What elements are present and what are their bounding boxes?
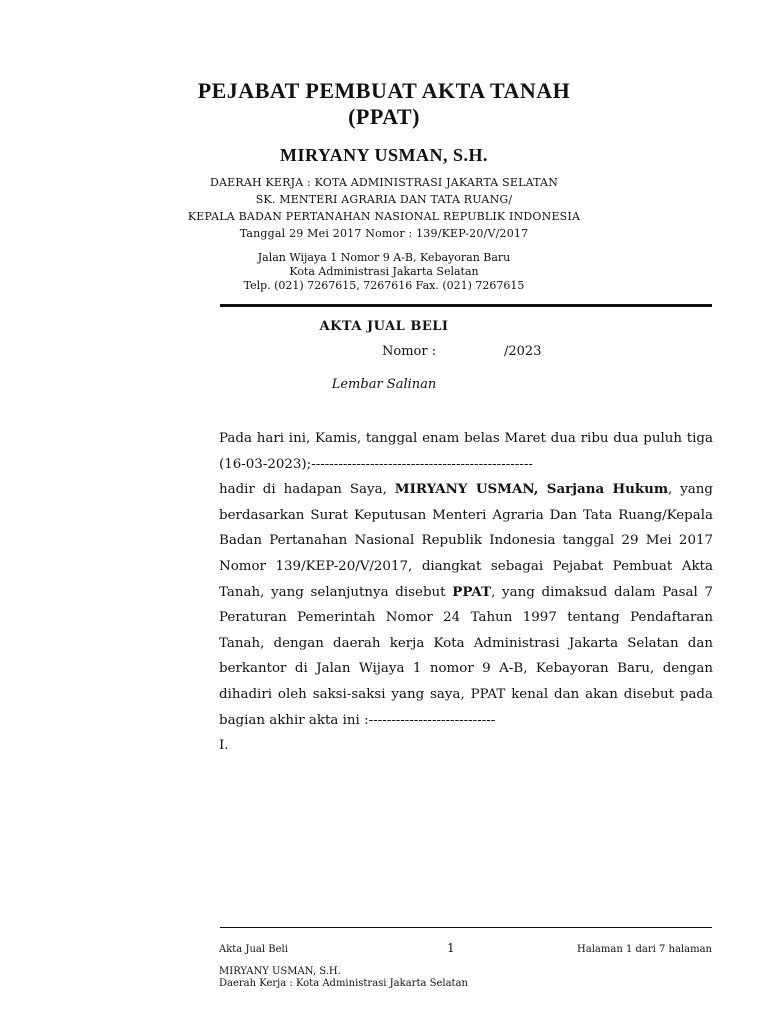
info-line-4: Tanggal 29 Mei 2017 Nomor : 139/KEP-20/V/2017 (239, 227, 529, 240)
deed-title: AKTA JUAL BELI (319, 319, 449, 334)
deed-number (382, 344, 541, 359)
address-line-3: Telp. (021) 7267615, 7267616 Fax. (021) 7267615 (243, 279, 525, 292)
deed-body (219, 426, 713, 759)
address-line-2: Kota Administrasi Jakarta Selatan (289, 265, 479, 278)
page-title-line-2: (PPAT) (348, 104, 420, 129)
info-line-1: DAERAH KERJA : KOTA ADMINISTRASI JAKARTA SELATAN (209, 176, 559, 189)
info-line-2: SK. MENTERI AGRARIA DAN TATA RUANG/ (255, 193, 513, 206)
footer-official (219, 966, 468, 990)
body-p2-comma: , (533, 481, 547, 498)
body-p2-name: MIRYANY USMAN (394, 481, 534, 498)
deed-number-value: /2023 (504, 344, 542, 359)
body-paragraph-1: Pada hari ini, Kamis, tanggal enam belas Maret dua ribu dua puluh tiga (16-03-2023);------------------------------------------------- (219, 431, 713, 472)
official-name: MIRYANY USMAN, S.H. (279, 145, 489, 165)
footer-page-count: Halaman 1 dari 7 halaman (577, 944, 712, 955)
page-title-line-1: PEJABAT PEMBUAT AKTA TANAH (197, 78, 571, 103)
footer-divider (220, 927, 712, 928)
footer-doc-title: Akta Jual Beli (219, 944, 288, 955)
header-divider (220, 304, 712, 307)
footer-page-number: 1 (447, 941, 455, 955)
body-p2-intro: hadir di hadapan Saya, (219, 482, 395, 498)
body-p2-text: , yang berdasarkan Surat Keputusan Menteri Agraria Dan Tata Ruang/Kepala Badan Pertanahan Nasional Republik Indonesia tanggal 29 Mei 2017 Nomor 139/KEP-20/V/2017, diangkat sebagai Pejabat Pembuat Akta Tanah, yang selanjutnya disebut (219, 482, 713, 600)
footer-official-name: MIRYANY USMAN, S.H. (219, 966, 341, 977)
body-paragraph-3: I. (219, 738, 229, 754)
body-p2-end: , yang dimaksud dalam Pasal 7 Peraturan Pemerintah Nomor 24 Tahun 1997 tentang Pendaftaran Tanah, dengan daerah kerja Kota Administrasi Jakarta Selatan dan berkantor di Jalan Wijaya 1 nomor 9 A-B, Kebayoran Baru, dengan dihadiri oleh saksi-saksi yang saya, PPAT kenal dan akan disebut pada bagian akhir akta ini :---------------------------- (219, 584, 713, 728)
footer-official-area: Daerah Kerja : Kota Administrasi Jakarta Selatan (219, 978, 468, 989)
info-line-3: KEPALA BADAN PERTANAHAN NASIONAL REPUBLIK INDONESIA (187, 210, 581, 223)
body-p2-ppat: PPAT (452, 583, 492, 600)
address-line-1: Jalan Wijaya 1 Nomor 9 A-B, Kebayoran Baru (257, 251, 511, 264)
deed-number-label: Nomor : (382, 344, 437, 359)
body-paragraph-2 (219, 477, 713, 733)
copy-label: Lembar Salinan (331, 377, 437, 392)
body-p2-title: Sarjana Hukum (546, 481, 669, 498)
